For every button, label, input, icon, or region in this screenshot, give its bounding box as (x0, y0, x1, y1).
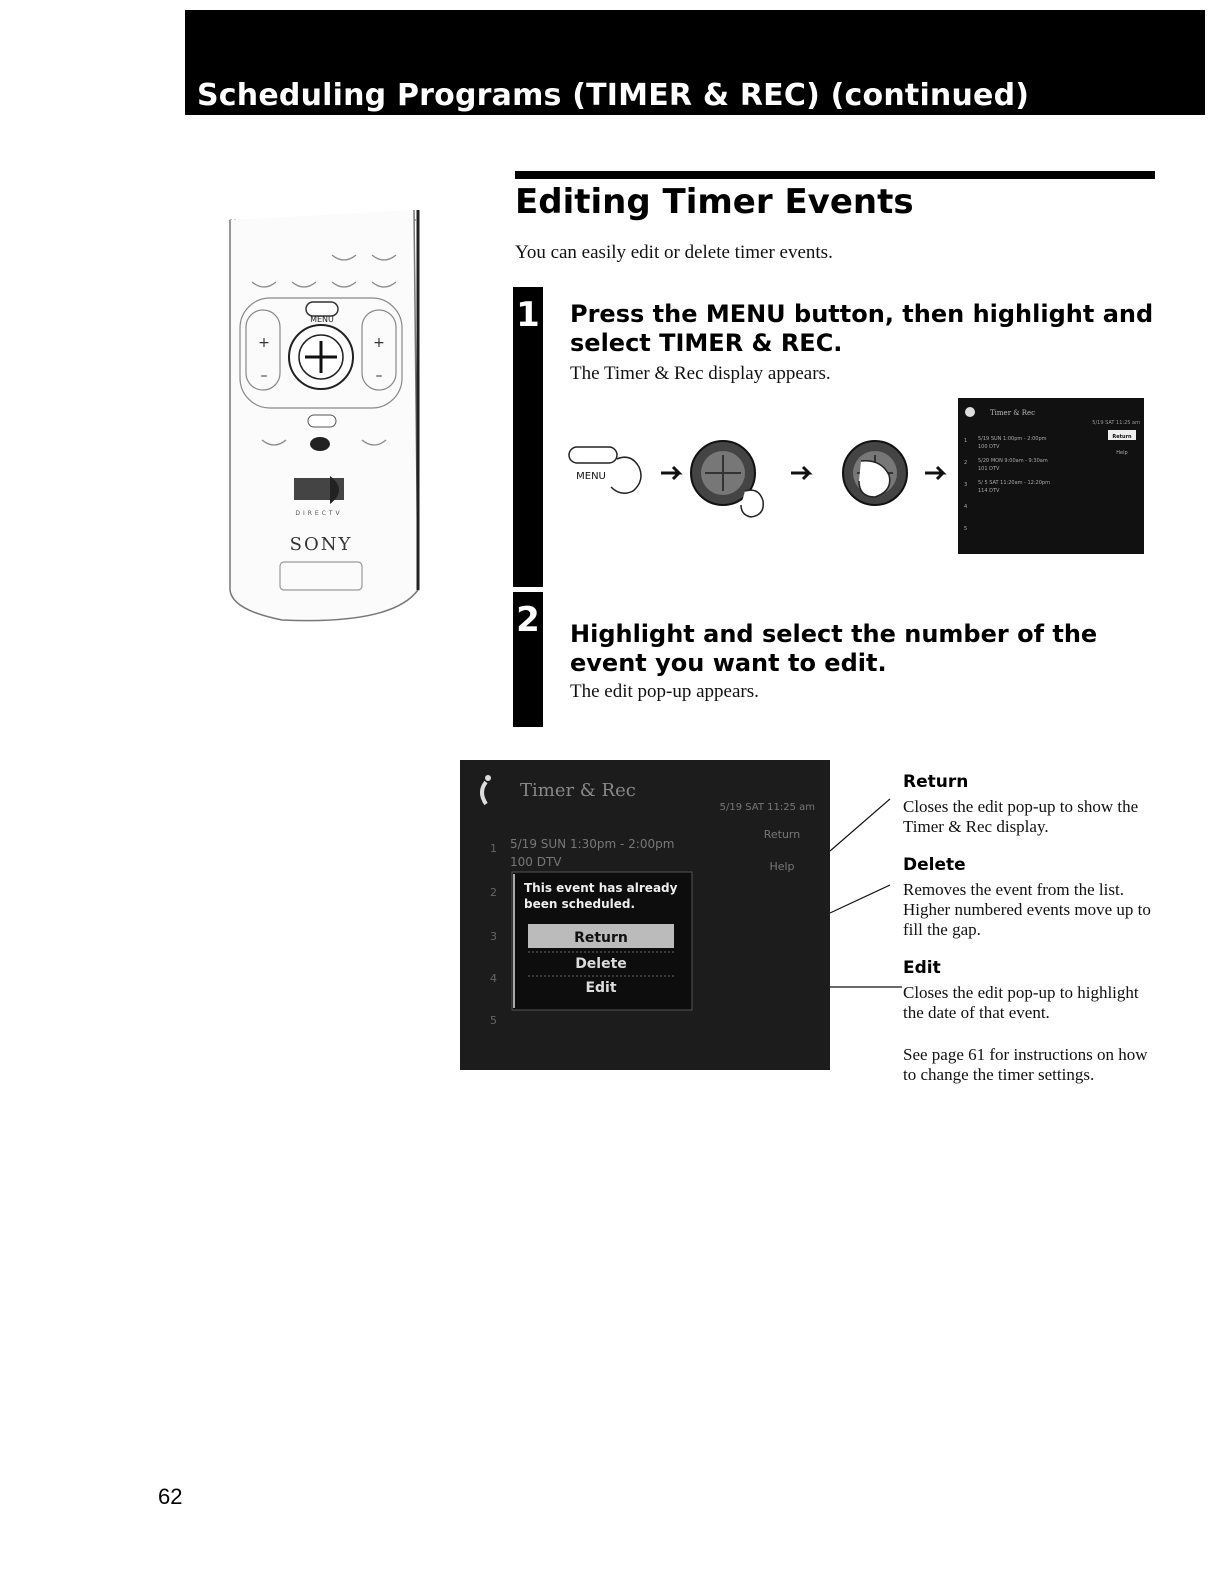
popup-message: This event has already been scheduled. (524, 881, 678, 911)
small-screen-row-5-num: 5 (964, 526, 968, 532)
remote-menu-label: MENU (310, 315, 334, 324)
return-callout-text: Closes the edit pop-up to show the Timer & Rec display. (903, 797, 1139, 836)
small-screen-row-2-line2: 101 DTV (978, 466, 1000, 472)
small-screen-row-3-line2: 114 DTV (978, 488, 1000, 494)
small-screen-row-2-num: 2 (964, 460, 968, 466)
arrow-icon (791, 467, 809, 479)
step-1-bar (513, 287, 543, 587)
menu-button-press-icon (569, 447, 641, 493)
big-screen-row-1-line2: 100 DTV (510, 855, 562, 869)
small-screen-time: 5/19 SAT 11:25 am (1092, 420, 1140, 426)
page-number: 62 (158, 1484, 183, 1509)
svg-text:–: – (260, 368, 268, 384)
small-screen-help-button: Help (1116, 450, 1128, 456)
edit-popup (512, 872, 692, 1010)
arrow-icon (925, 467, 943, 479)
illustration-menu-label: MENU (576, 471, 606, 482)
small-screen-row-1-line2: 100 DTV (978, 444, 1000, 450)
callout-leader-lines (828, 775, 908, 1005)
step-2-description: The edit pop-up appears. (570, 681, 759, 702)
big-screen-return-side: Return (763, 828, 801, 841)
big-screen-row-num-1: 1 (490, 842, 497, 855)
small-screen-title: Timer & Rec (990, 409, 1036, 417)
step-1-description: The Timer & Rec display appears. (570, 363, 831, 384)
remote-control-illustration (222, 210, 422, 630)
edit-callout-extra: See page 61 for instructions on how to change the timer settings. (903, 1045, 1148, 1084)
joystick-press-icon (843, 441, 907, 505)
popup-delete-option: Delete (575, 956, 627, 972)
big-screen-row-1-line1: 5/19 SUN 1:30pm - 2:00pm (510, 837, 675, 851)
section-rule (515, 171, 1155, 179)
edit-callout-title: Edit (903, 958, 941, 978)
small-screen-row-3-line1: 5/ 5 SAT 11:20am - 12:20pm (978, 480, 1050, 486)
big-screen-row-num-4: 4 (490, 972, 497, 985)
step-1-number: 1 (516, 295, 540, 335)
step-2-heading: Highlight and select the number of the event you want to edit. (570, 620, 1098, 677)
return-callout-title: Return (903, 772, 969, 792)
remote-brand: SONY (289, 534, 353, 555)
svg-text:+: + (373, 335, 385, 351)
svg-text:–: – (375, 368, 383, 384)
remote-logo-text: DIRECTV (295, 510, 343, 517)
popup-edit-option: Edit (585, 980, 617, 996)
big-screen-title: Timer & Rec (520, 780, 636, 801)
joystick-icon (691, 441, 763, 517)
section-title: Editing Timer Events (515, 182, 914, 222)
step-2-number: 2 (516, 600, 540, 640)
popup-return-option: Return (574, 930, 628, 946)
section-intro: You can easily edit or delete timer events. (515, 242, 833, 263)
big-screen-help-side: Help (769, 860, 795, 873)
page-header (185, 10, 1205, 115)
small-screen-return-button: Return (1112, 434, 1132, 440)
big-screen-row-num-3: 3 (490, 930, 497, 943)
header-title: Scheduling Programs (TIMER & REC) (continued) (197, 78, 1030, 113)
big-screen-row-num-2: 2 (490, 886, 497, 899)
step-1-illustration (565, 425, 955, 545)
small-screen-row-3-num: 3 (964, 482, 968, 488)
svg-text:+: + (258, 335, 270, 351)
step-2-bar (513, 592, 543, 727)
arrow-icon (661, 467, 679, 479)
big-screen-row-num-5: 5 (490, 1014, 497, 1027)
timer-rec-screen-edit-popup (460, 760, 830, 1070)
step-1-heading: Press the MENU button, then highlight and select TIMER & REC. (570, 300, 1154, 357)
edit-callout-text: Closes the edit pop-up to highlight the date of that event. (903, 983, 1139, 1022)
big-screen-time: 5/19 SAT 11:25 am (719, 802, 815, 813)
delete-callout-title: Delete (903, 855, 966, 875)
timer-rec-screen-small (958, 398, 1144, 554)
small-screen-row-1-num: 1 (964, 438, 968, 444)
small-screen-row-2-line1: 5/20 MON 9:00am - 9:30am (978, 458, 1048, 464)
delete-callout-text: Removes the event from the list. Higher numbered events move up to fill the gap. (903, 880, 1151, 939)
small-screen-row-1-line1: 5/19 SUN 1:00pm - 2:00pm (978, 436, 1047, 442)
small-screen-row-4-num: 4 (964, 504, 968, 510)
